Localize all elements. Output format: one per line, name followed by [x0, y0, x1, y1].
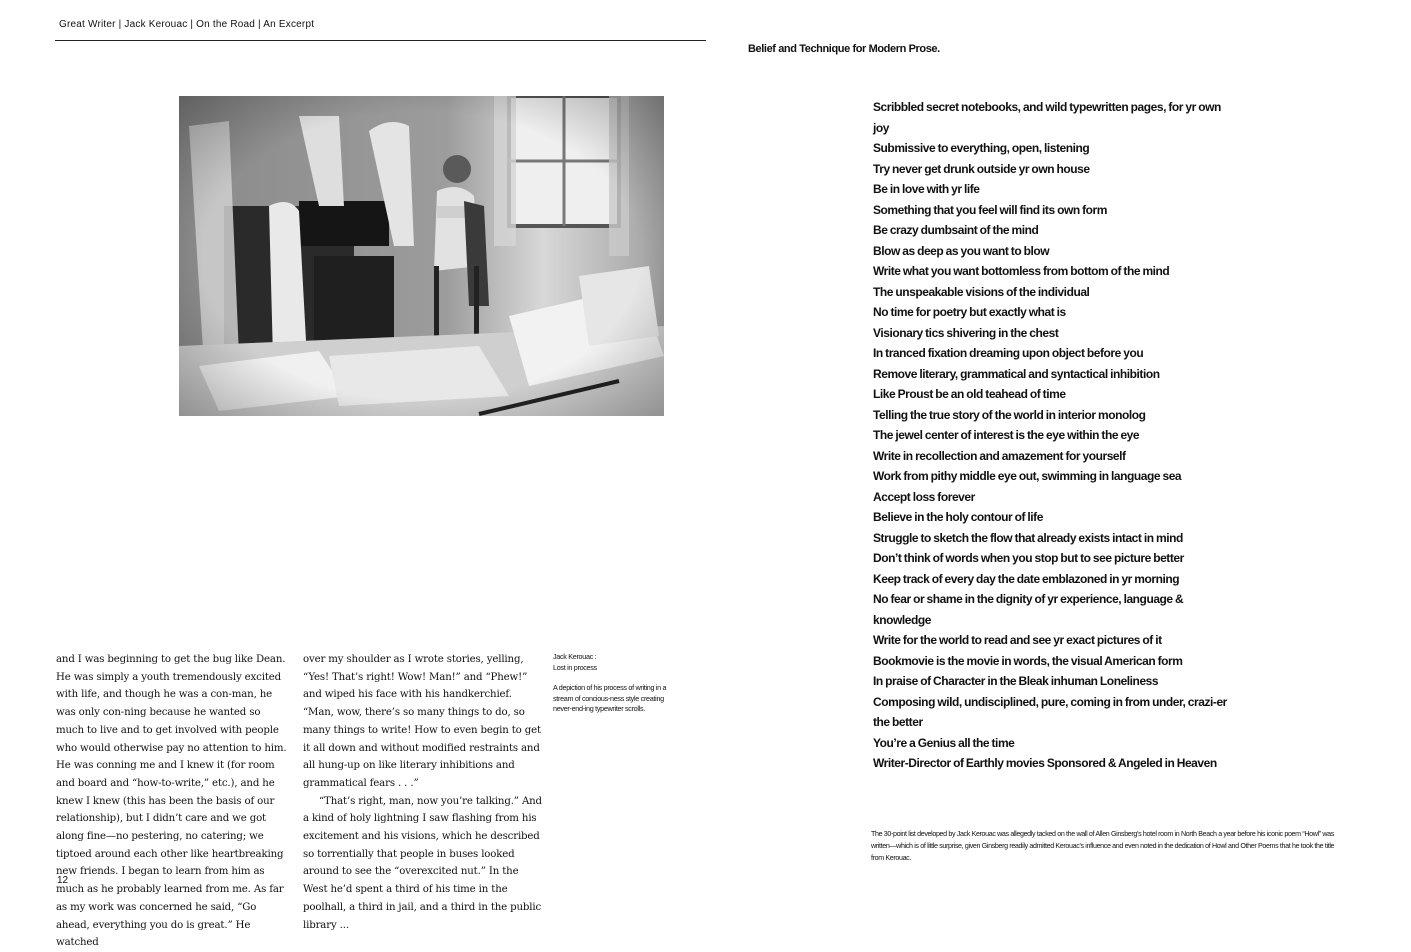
belief-list-item: Composing wild, undisciplined, pure, coming in from under, crazi-er the better [873, 694, 1227, 729]
caption-text: A depiction of his process of writing in a stream of concious-ness style creating never-end-ing typewriter scrolls. [553, 683, 667, 713]
belief-list-item: Work from pithy middle eye out, swimming in language sea [873, 469, 1182, 483]
belief-list-item: Write in recollection and amazement for yourself [873, 448, 1126, 463]
photo-caption [553, 652, 671, 715]
belief-list-item: No time for poetry but exactly what is [873, 305, 1066, 319]
belief-list-item: Keep track of every day the date emblazoned in yr morning [873, 571, 1180, 586]
caption-title [553, 652, 671, 673]
belief-list-item: No fear or shame in the dignity of yr experience, language & knowledge [873, 592, 1184, 627]
belief-list-item: Submissive to everything, open, listening [873, 141, 1090, 155]
belief-list-item: Write for the world to read and see yr exact pictures of it [873, 633, 1162, 647]
belief-list-item: The jewel center of interest is the eye within the eye [873, 428, 1140, 442]
body-paragraph: and I was beginning to get the bug like Dean. He was simply a youth tremendously excited with life, and though he was a con-man, he was only con-ning because he wanted so much to live and to get involved with people who would otherwise pay no attention to him. He was conning me and I knew it (for room and board and “how-to-write,” etc.), and he knew I knew (this has been the basis of our relationship), but I didn’t care and we got along fine—no pestering, no catering; we tiptoed around each other like heartbreaking new friends. I began to learn from him as much as he probably learned from me. As far as my work was concerned he said, “Go ahead, everything you do is great.” He watched [56, 654, 287, 949]
belief-list-item: Writer-Director of Earthly movies Sponsored & Angeled in Heaven [873, 756, 1217, 770]
photograph-typewriter-scrolls-icon [179, 96, 664, 416]
belief-list-item: Be crazy dumbsaint of the mind [873, 223, 1039, 237]
footnote: The 30-point list developed by Jack Kerouac was allegedly tacked on the wall of Allen Ginsberg’s hotel room in North Beach a year before his iconic poem “Howl” was written—which is of little surprise, given Ginsberg readily admitted Kerouac’s influence and even noted in the dedication of Howl and Other Poems that he took the title from Kerouac. [871, 830, 1335, 862]
belief-list-item: The unspeakable visions of the individual [873, 284, 1090, 299]
belief-list-item: Blow as deep as you want to blow [873, 243, 1050, 258]
body-column-1 [56, 651, 291, 952]
body-paragraph: “That’s right, man, now you’re talking.” And a kind of holy lightning I saw flashing from his excitement and his visions, which he described so torrentially that people in buses looked around to see the “overexcited nut.” In the West he’d spent a third of his time in the poolhall, a third in jail, and a third in the public library ... [303, 795, 542, 931]
belief-list-item: Believe in the holy contour of life [873, 510, 1043, 524]
body-paragraph: over my shoulder as I wrote stories, yelling, “Yes! That’s right! Wow! Man!” and “Phew!” and wiped his face with his handkerchief. “Man, wow, there’s so many things to do, so many things to write! How to even begin to get it all down and without modified restraints and all hung-up on like literary inhibitions and grammatical fears . . .” [303, 654, 541, 789]
running-head: Great Writer | Jack Kerouac | On the Road | An Excerpt [59, 19, 315, 30]
belief-list-item: Like Proust be an old teahead of time [873, 387, 1066, 401]
belief-list-item: Try never get drunk outside yr own house [873, 161, 1090, 176]
belief-list-item: Something that you feel will find its own form [873, 202, 1107, 217]
belief-list-item: Remove literary, grammatical and syntactical inhibition [873, 366, 1160, 381]
belief-list-item: Scribbled secret notebooks, and wild typewritten pages, for yr own joy [873, 100, 1221, 135]
belief-list-item: Be in love with yr life [873, 182, 980, 196]
belief-list-item: In praise of Character in the Bleak inhuman Loneliness [873, 674, 1159, 688]
belief-list-item: Bookmovie is the movie in words, the visual American form [873, 653, 1183, 668]
belief-list-item: Don’t think of words when you stop but to see picture better [873, 551, 1184, 565]
belief-list-item: Visionary tics shivering in the chest [873, 325, 1059, 340]
caption-title-line: Jack Kerouac : [553, 652, 597, 661]
belief-list-item: You’re a Genius all the time [873, 735, 1015, 750]
belief-list-item: In tranced fixation dreaming upon object before you [873, 346, 1144, 360]
caption-title-line: Lost in process [553, 662, 597, 672]
body-column-2 [303, 651, 543, 934]
belief-list-item: Telling the true story of the world in interior monolog [873, 407, 1146, 422]
page-number: 12 [57, 875, 69, 886]
belief-list-item: Write what you want bottomless from bottom of the mind [873, 264, 1170, 278]
belief-list-item: Struggle to sketch the flow that already exists intact in mind [873, 530, 1183, 545]
page-title: Belief and Technique for Modern Prose. [748, 43, 940, 55]
header-rule [55, 40, 706, 41]
belief-list [873, 97, 1233, 774]
belief-list-item: Accept loss forever [873, 489, 975, 504]
